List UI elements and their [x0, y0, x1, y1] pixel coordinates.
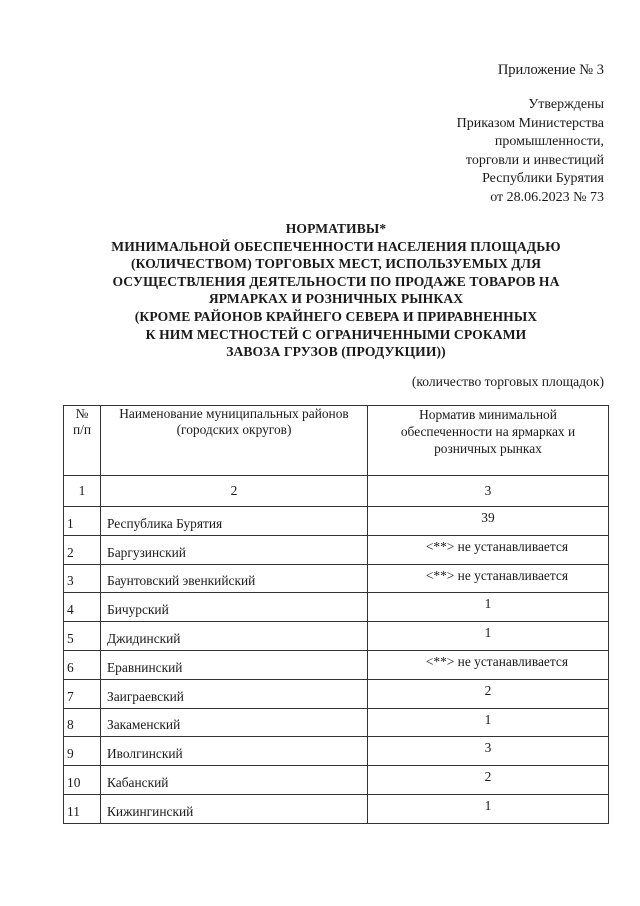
- title-line: (КРОМЕ РАЙОНОВ КРАЙНЕГО СЕВЕРА И ПРИРАВНЕННЫХ: [134, 308, 538, 324]
- column-number-row: [64, 476, 609, 507]
- norm-value: <**> не устанавливается: [368, 564, 609, 593]
- norm-value: <**> не устанавливается: [368, 650, 609, 679]
- norm-value: 1: [368, 794, 609, 823]
- appendix-label: Приложение № 3: [497, 62, 604, 78]
- row-number: 11: [64, 794, 101, 823]
- norm-value: <**> не устанавливается: [368, 535, 609, 564]
- title-line: ОСУЩЕСТВЛЕНИЯ ДЕЯТЕЛЬНОСТИ ПО ПРОДАЖЕ ТОВАРОВ НА: [112, 273, 560, 289]
- header-text: №: [75, 406, 89, 421]
- approval-block: [457, 96, 604, 207]
- row-number: 2: [64, 535, 101, 564]
- norm-value: 1: [368, 593, 609, 622]
- title-line: ЯРМАРКАХ И РОЗНИЧНЫХ РЫНКАХ: [208, 291, 464, 307]
- row-number: 4: [64, 593, 101, 622]
- district-name: Закаменский: [101, 708, 368, 737]
- header-text: Норматив минимальной: [419, 407, 557, 422]
- table-row: [64, 535, 609, 564]
- header-text: (городских округов): [176, 422, 292, 437]
- header-district-name: [101, 406, 368, 476]
- table-row: [64, 708, 609, 737]
- title-line: МИНИМАЛЬНОЙ ОБЕСПЕЧЕННОСТИ НАСЕЛЕНИЯ ПЛОЩАДЬЮ: [111, 238, 561, 254]
- district-name: Кижингинский: [101, 794, 368, 823]
- row-number: 3: [64, 564, 101, 593]
- table-row: [64, 622, 609, 651]
- header-text: розничных рынках: [434, 441, 542, 456]
- table-row: [64, 766, 609, 795]
- row-number: 1: [64, 507, 101, 536]
- header-text: п/п: [72, 422, 92, 437]
- norm-value: 3: [368, 737, 609, 766]
- table-row: [64, 737, 609, 766]
- district-name: Республика Бурятия: [101, 507, 368, 536]
- district-name: Бичурский: [101, 593, 368, 622]
- unit-note: (количество торговых площадок): [411, 374, 604, 389]
- norm-value: 1: [368, 708, 609, 737]
- column-number: 1: [64, 476, 101, 507]
- district-name: Кабанский: [101, 766, 368, 795]
- norms-table: [63, 405, 609, 824]
- column-number: 2: [101, 476, 368, 507]
- approval-line: Приказом Министерства: [456, 115, 604, 131]
- table-body: [64, 507, 609, 824]
- row-number: 6: [64, 650, 101, 679]
- table-row: [64, 679, 609, 708]
- table-row: [64, 507, 609, 536]
- norm-value: 2: [368, 766, 609, 795]
- district-name: Еравнинский: [101, 650, 368, 679]
- district-name: Джидинский: [101, 622, 368, 651]
- title-line: К НИМ МЕСТНОСТЕЙ С ОГРАНИЧЕННЫМИ СРОКАМИ: [145, 326, 527, 342]
- document-title: [60, 220, 612, 361]
- table-row: [64, 650, 609, 679]
- approval-line: Утверждены: [528, 97, 604, 112]
- row-number: 8: [64, 708, 101, 737]
- norm-value: 2: [368, 679, 609, 708]
- title-line: (КОЛИЧЕСТВОМ) ТОРГОВЫХ МЕСТ, ИСПОЛЬЗУЕМЫХ ДЛЯ: [131, 256, 541, 272]
- approval-line: Республики Бурятия: [482, 171, 604, 186]
- column-number: 3: [368, 476, 609, 507]
- norm-value: 39: [368, 507, 609, 536]
- header-norm: [368, 406, 609, 476]
- approval-line: торговли и инвестиций: [465, 152, 604, 168]
- norm-value: 1: [368, 622, 609, 651]
- header-text: Наименование муниципальных районов: [119, 406, 349, 421]
- table-row: [64, 794, 609, 823]
- district-name: Баргузинский: [101, 535, 368, 564]
- district-name: Заиграевский: [101, 679, 368, 708]
- row-number: 10: [64, 766, 101, 795]
- table-header-row: [64, 406, 609, 476]
- row-number: 9: [64, 737, 101, 766]
- header-number: [64, 406, 101, 476]
- district-name: Баунтовский эвенкийский: [101, 564, 368, 593]
- table-row: [64, 564, 609, 593]
- row-number: 5: [64, 622, 101, 651]
- title-line: ЗАВОЗА ГРУЗОВ (ПРОДУКЦИИ)): [226, 344, 446, 360]
- approval-line: от 28.06.2023 № 73: [490, 189, 604, 205]
- title-line: НОРМАТИВЫ*: [285, 221, 387, 236]
- header-text: обеспеченности на ярмарках и: [400, 424, 576, 439]
- row-number: 7: [64, 679, 101, 708]
- district-name: Иволгинский: [101, 737, 368, 766]
- table-row: [64, 593, 609, 622]
- approval-line: промышленности,: [494, 134, 604, 149]
